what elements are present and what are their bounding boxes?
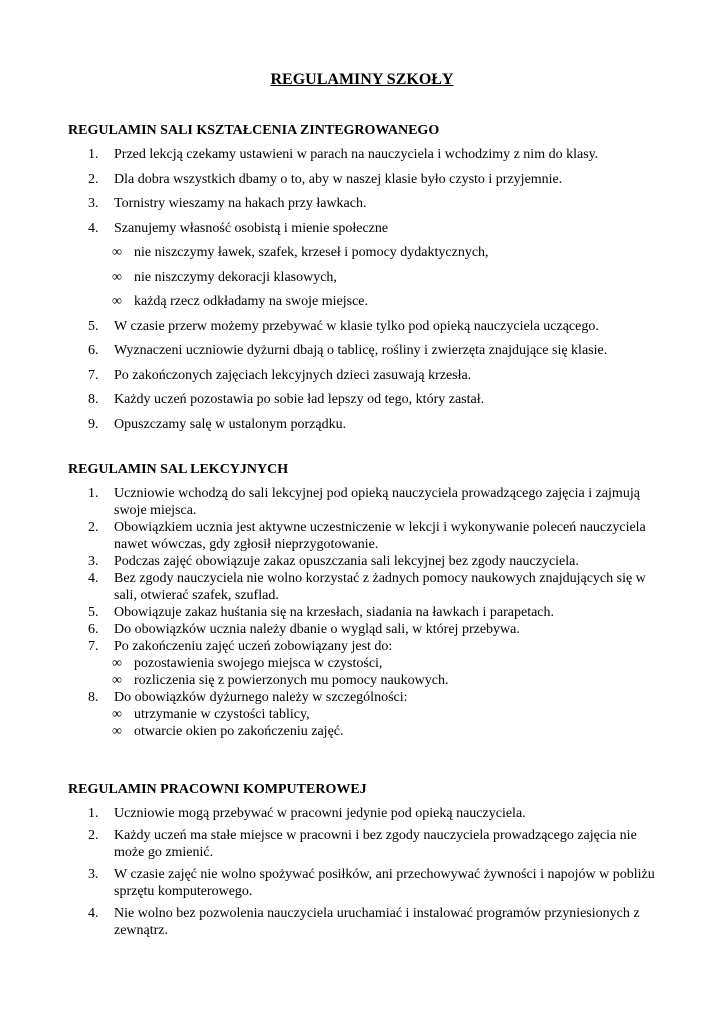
list-item bbox=[68, 827, 668, 861]
item-text: Podczas zajęć obowiązuje zakaz opuszczania sali lekcyjnej bez zgody nauczyciela. bbox=[114, 554, 579, 569]
list-item bbox=[68, 318, 668, 335]
list-item bbox=[68, 220, 668, 237]
list-item bbox=[68, 689, 668, 706]
sub-list-item bbox=[68, 293, 668, 310]
list-item bbox=[68, 866, 668, 900]
list-item bbox=[68, 367, 668, 384]
sub-item-text: nie niszczymy ławek, szafek, krzeseł i pomocy dydaktycznych, bbox=[134, 245, 489, 260]
section-heading-pracownia-komputerowa: REGULAMIN PRACOWNI KOMPUTEROWEJ bbox=[68, 782, 367, 797]
item-text: Dla dobra wszystkich dbamy o to, aby w naszej klasie było czysto i przyjemnie. bbox=[114, 171, 563, 187]
sub-item-text: utrzymanie w czystości tablicy, bbox=[134, 707, 310, 722]
item-number: 2. bbox=[88, 171, 99, 187]
item-number: 1. bbox=[88, 806, 99, 821]
item-number: 7. bbox=[88, 639, 99, 654]
sub-item-text: otwarcie okien po zakończeniu zajęć. bbox=[134, 724, 344, 739]
item-text: Przed lekcją czekamy ustawieni w parach na nauczyciela i wchodzimy z nim do klasy. bbox=[114, 147, 599, 162]
infinity-bullet-icon: ∞ bbox=[112, 707, 122, 722]
sub-item-text: każdą rzecz odkładamy na swoje miejsce. bbox=[134, 294, 369, 309]
list-item bbox=[68, 604, 668, 621]
item-number: 5. bbox=[88, 605, 99, 620]
item-number: 9. bbox=[88, 416, 99, 432]
list-item bbox=[68, 146, 668, 163]
item-text: Każdy uczeń pozostawia po sobie ład lepszy od tego, który zastał. bbox=[114, 392, 485, 407]
item-text: Po zakończeniu zajęć uczeń zobowiązany jest do: bbox=[114, 639, 393, 654]
item-number: 8. bbox=[88, 392, 99, 407]
item-number: 3. bbox=[88, 867, 99, 882]
item-number: 5. bbox=[88, 318, 99, 334]
list-item bbox=[68, 638, 668, 655]
item-number: 4. bbox=[88, 220, 99, 236]
item-text: Nie wolno bez pozwolenia nauczyciela uruchamiać i instalować programów przyniesionych z zewnątrz. bbox=[114, 906, 640, 938]
item-text: Każdy uczeń ma stałe miejsce w pracowni i bez zgody nauczyciela prowadzącego zajęcia nie może go zmienić. bbox=[114, 828, 637, 860]
item-number: 2. bbox=[88, 828, 99, 843]
list-item bbox=[68, 621, 668, 638]
infinity-bullet-icon: ∞ bbox=[112, 673, 122, 688]
sub-item-text: pozostawienia swojego miejsca w czystości, bbox=[134, 656, 383, 671]
item-text: Wyznaczeni uczniowie dyżurni dbają o tablicę, rośliny i zwierzęta znajdujące się klasie. bbox=[114, 343, 608, 358]
list-item bbox=[68, 391, 668, 408]
item-number: 8. bbox=[88, 690, 99, 705]
sub-item-text: nie niszczymy dekoracji klasowych, bbox=[134, 269, 337, 285]
sub-list-item bbox=[68, 244, 668, 261]
item-number: 2. bbox=[88, 520, 99, 535]
item-number: 3. bbox=[88, 554, 99, 569]
infinity-bullet-icon: ∞ bbox=[112, 656, 122, 671]
infinity-bullet-icon: ∞ bbox=[112, 294, 122, 309]
item-text: Obowiązkiem ucznia jest aktywne uczestniczenie w lekcji i wykonywanie poleceń nauczyciela nawet wówczas, gdy zgłosił nieprzygotowanie. bbox=[114, 520, 646, 552]
list-item bbox=[68, 485, 668, 519]
item-text: Bez zgody nauczyciela nie wolno korzystać z żadnych pomocy naukowych znajdujących się w sali, otwierać szafek, szuflad. bbox=[114, 571, 646, 603]
item-number: 4. bbox=[88, 906, 99, 921]
rules-list-sale-lekcyjne bbox=[68, 485, 668, 740]
item-text: Uczniowie wchodzą do sali lekcyjnej pod opieką nauczyciela prowadzącego zajęcia i zajmują swoje miejsca. bbox=[114, 486, 640, 518]
infinity-bullet-icon: ∞ bbox=[112, 724, 122, 739]
item-text: Szanujemy własność osobistą i mienie społeczne bbox=[114, 220, 389, 236]
list-item bbox=[68, 553, 668, 570]
item-number: 6. bbox=[88, 622, 99, 637]
section-heading-sala-ksztalcenia: REGULAMIN SALI KSZTAŁCENIA ZINTEGROWANEGO bbox=[68, 123, 440, 138]
list-item bbox=[68, 171, 668, 188]
sub-list-item bbox=[68, 655, 668, 672]
item-text: Do obowiązków dyżurnego należy w szczególności: bbox=[114, 690, 408, 705]
list-item bbox=[68, 416, 668, 433]
item-text: W czasie zajęć nie wolno spożywać posiłków, ani przechowywać żywności i napojów w pobliżu sprzętu komputerowego. bbox=[114, 867, 655, 899]
list-item bbox=[68, 519, 668, 553]
sub-list-item bbox=[68, 706, 668, 723]
item-text: W czasie przerw możemy przebywać w klasie tylko pod opieką nauczyciela uczącego. bbox=[114, 318, 599, 334]
section-heading-sale-lekcyjne: REGULAMIN SAL LEKCYJNYCH bbox=[68, 462, 289, 477]
item-text: Uczniowie mogą przebywać w pracowni jedynie pod opieką nauczyciela. bbox=[114, 806, 526, 821]
item-text: Do obowiązków ucznia należy dbanie o wygląd sali, w której przebywa. bbox=[114, 622, 520, 637]
item-number: 1. bbox=[88, 486, 99, 501]
infinity-bullet-icon: ∞ bbox=[112, 269, 122, 285]
rules-list-sala-ksztalcenia bbox=[68, 146, 668, 440]
item-text: Obowiązuje zakaz huśtania się na krzesłach, siadania na ławkach i parapetach. bbox=[114, 605, 555, 620]
item-number: 3. bbox=[88, 196, 99, 211]
item-text: Opuszczamy salę w ustalonym porządku. bbox=[114, 416, 347, 432]
list-item bbox=[68, 570, 668, 604]
list-item bbox=[68, 195, 668, 212]
sub-list-item bbox=[68, 269, 668, 286]
sub-list-item bbox=[68, 723, 668, 740]
sub-item-text: rozliczenia się z powierzonych mu pomocy naukowych. bbox=[134, 673, 449, 688]
item-text: Tornistry wieszamy na hakach przy ławkach. bbox=[114, 196, 367, 211]
item-number: 4. bbox=[88, 571, 99, 586]
infinity-bullet-icon: ∞ bbox=[112, 245, 122, 260]
item-text: Po zakończonych zajęciach lekcyjnych dzieci zasuwają krzesła. bbox=[114, 367, 472, 383]
sub-list-item bbox=[68, 672, 668, 689]
list-item bbox=[68, 805, 668, 822]
item-number: 6. bbox=[88, 343, 99, 358]
rules-list-pracownia-komputerowa bbox=[68, 805, 668, 944]
item-number: 7. bbox=[88, 367, 99, 383]
document-title: REGULAMINY SZKOŁY bbox=[270, 71, 454, 88]
item-number: 1. bbox=[88, 147, 99, 162]
list-item bbox=[68, 342, 668, 359]
list-item bbox=[68, 905, 668, 939]
